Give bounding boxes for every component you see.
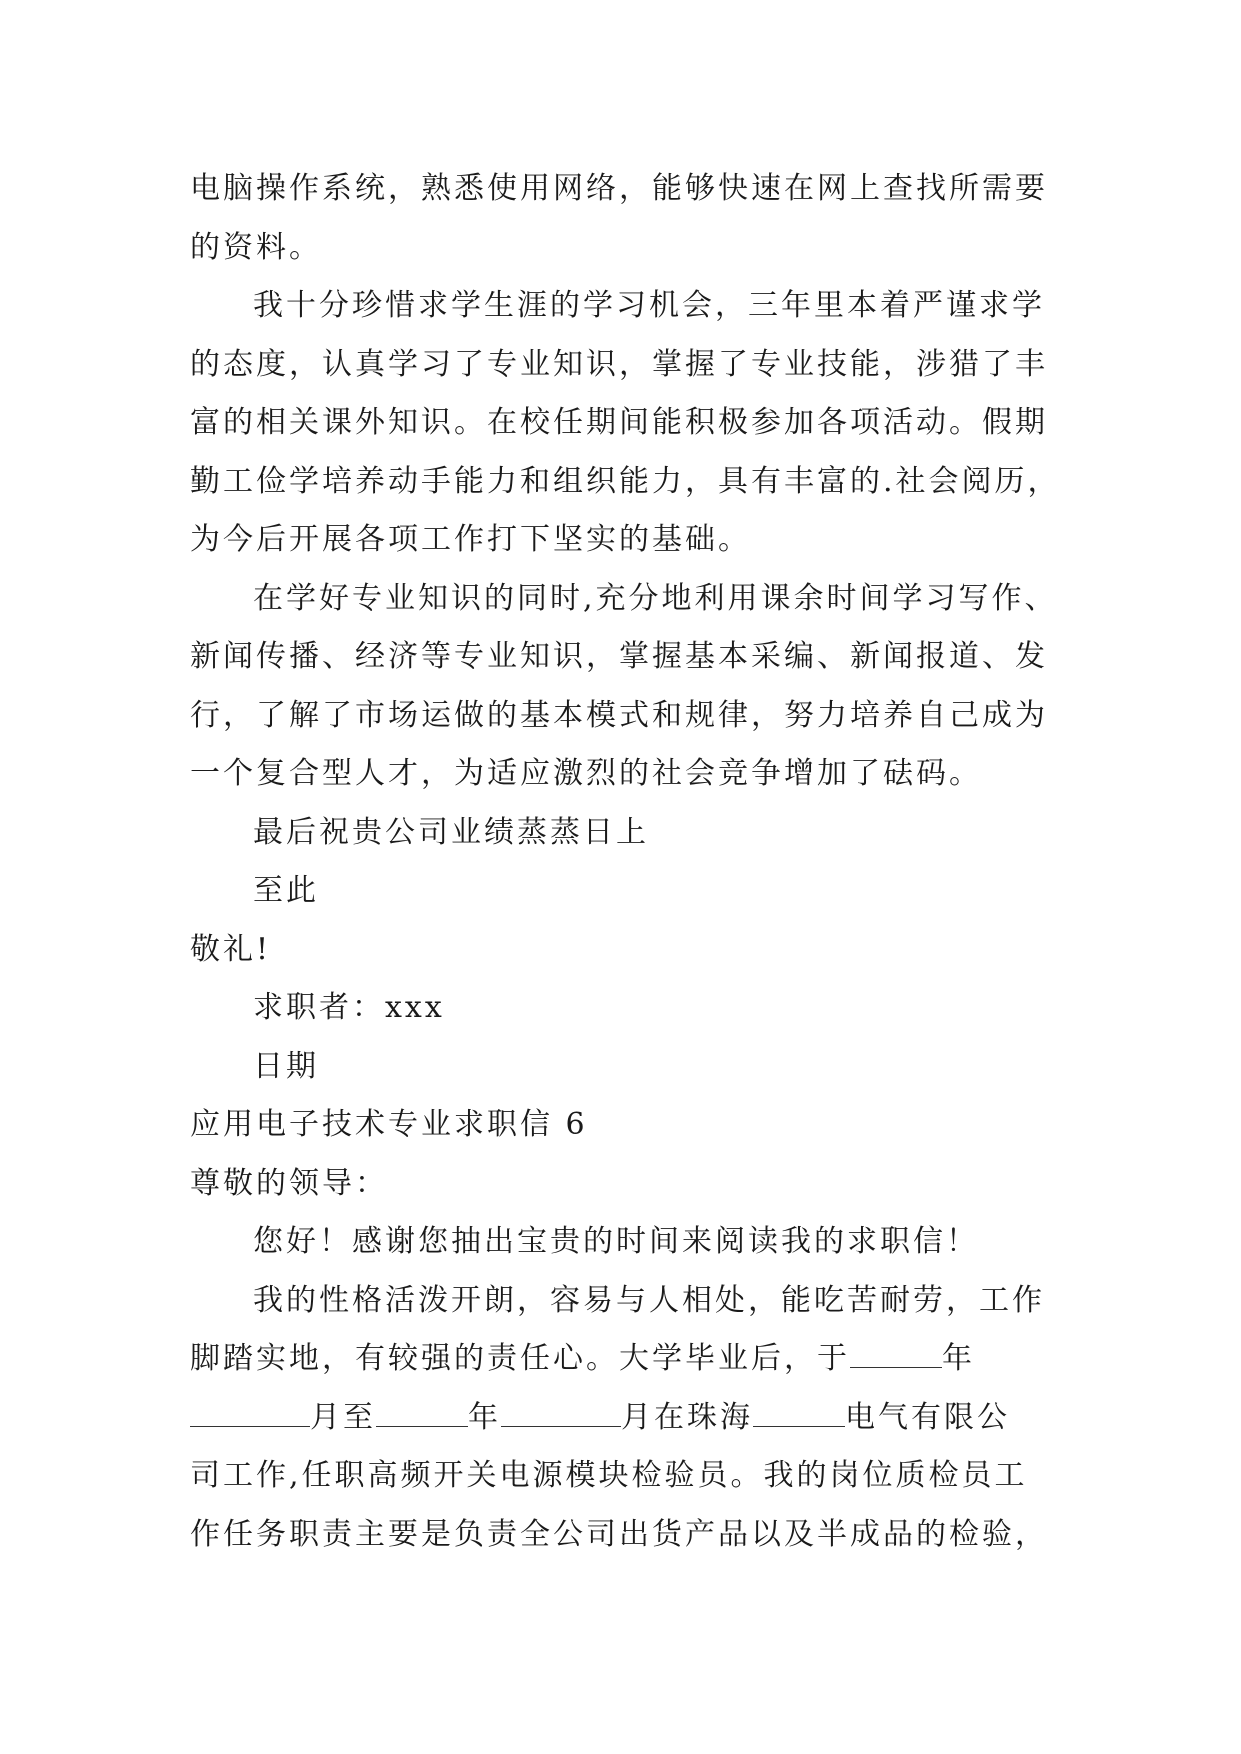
letter-title: 应用电子技术专业求职信 6: [190, 1107, 588, 1142]
text-segment: 电气有限公: [845, 1399, 1010, 1435]
text-line: 的资料。: [190, 229, 322, 265]
blank-field: [190, 1400, 310, 1427]
salute: 敬礼!: [190, 931, 272, 967]
blank-field: [376, 1400, 468, 1427]
closing-wish: 最后祝贵公司业绩蒸蒸日上: [253, 814, 649, 850]
text-line: 司工作,任职高频开关电源模块检验员。我的岗位质检员工: [190, 1458, 1028, 1493]
text-line: 一个复合型人才，为适应激烈的社会竞争增加了砝码。: [190, 756, 982, 791]
text-segment: 月在珠海: [621, 1399, 753, 1435]
blank-field: [850, 1341, 942, 1368]
text-line: 作任务职责主要是负责全公司出货产品以及半成品的检验，: [190, 1516, 1048, 1552]
text-line: 的态度，认真学习了专业知识，掌握了专业技能，涉猎了丰: [190, 346, 1048, 382]
text-line: 为今后开展各项工作打下坚实的基础。: [190, 522, 751, 557]
text-line: [190, 1389, 1060, 1448]
date-line: 日期: [253, 1048, 319, 1084]
paragraph-start: 我的性格活泼开朗，容易与人相处，能吃苦耐劳，工作: [253, 1282, 1045, 1318]
paragraph-start: 我十分珍惜求学生涯的学习机会，三年里本着严谨求学: [253, 288, 1045, 323]
greeting: 您好！感谢您抽出宝贵的时间来阅读我的求职信！: [253, 1224, 979, 1259]
text-segment: 年: [468, 1399, 501, 1435]
text-line: [190, 1330, 1060, 1389]
text-segment: 月至: [310, 1399, 376, 1435]
text-line: 富的相关课外知识。在校任期间能积极参加各项活动。假期: [190, 405, 1048, 440]
closing-phrase: 至此: [253, 873, 319, 908]
blank-field: [501, 1400, 621, 1427]
text-segment: 年: [942, 1341, 975, 1376]
text-line: 电脑操作系统，熟悉使用网络，能够快速在网上查找所需要: [190, 171, 1048, 206]
salutation: 尊敬的领导：: [190, 1165, 388, 1201]
text-line: 行，了解了市场运做的基本模式和规律，努力培养自己成为: [190, 697, 1048, 733]
letter-body: [190, 160, 1060, 1564]
text-line: 新闻传播、经济等专业知识，掌握基本采编、新闻报道、发: [190, 639, 1048, 674]
text-line: 勤工俭学培养动手能力和组织能力，具有丰富的.社会阅历，: [190, 463, 1061, 499]
text-segment: 脚踏实地，有较强的责任心。大学毕业后，于: [190, 1341, 850, 1376]
paragraph-start: 在学好专业知识的同时,充分地利用课余时间学习写作、: [253, 580, 1058, 616]
applicant-signature: 求职者：xxx: [253, 990, 445, 1025]
blank-field: [753, 1400, 845, 1427]
